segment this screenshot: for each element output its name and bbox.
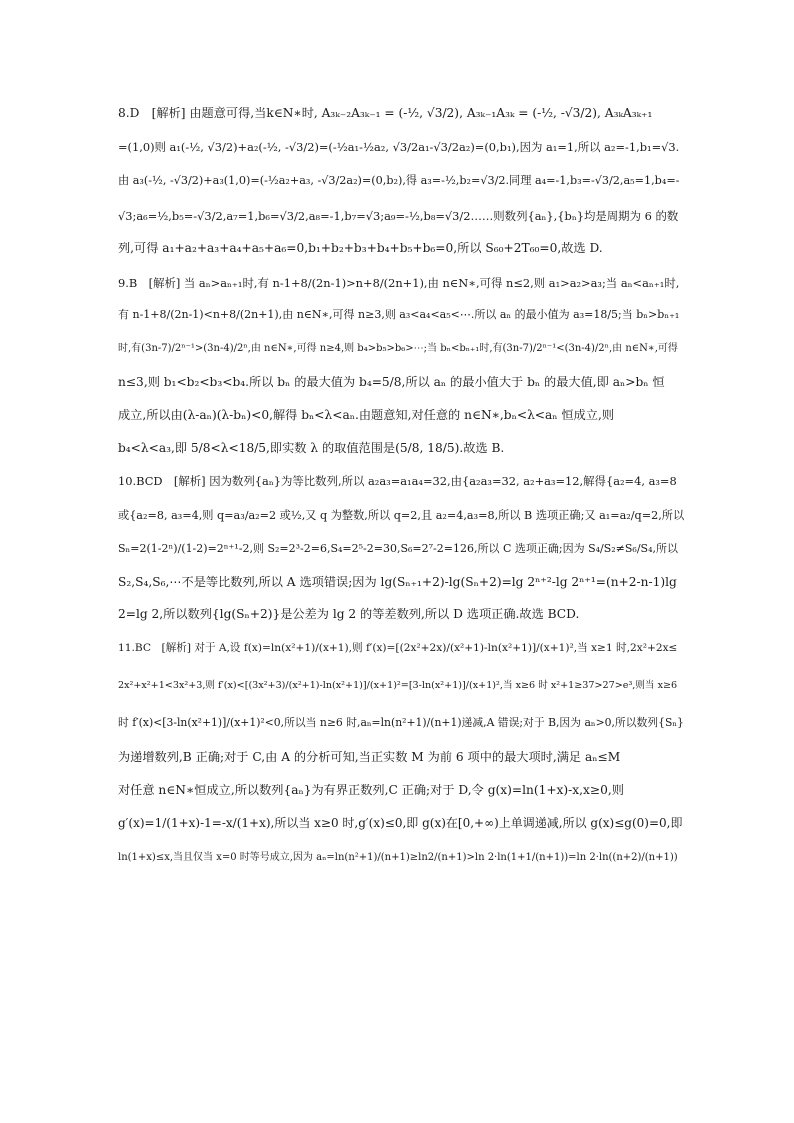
text-line: 对任意 n∈N∗恒成立,所以数列{aₙ}为有界正数列,C 正确;对于 D,令 g(x)=ln(1+x)-x,x≥0,则 xyxy=(118,783,624,797)
text-line: 9.B [解析] 当 aₙ>aₙ₊₁时,有 n-1+8/(2n-1)>n+8/(2n+1),由 n∈N∗,可得 n≤2,则 a₁>a₂>a₃;当 aₙ<aₙ₊₁时, xyxy=(118,276,680,290)
text-line: 2=lg 2,所以数列{lg(Sₙ+2)}是公差为 lg 2 的等差数列,所以 D 选项正确.故选 BCD. xyxy=(118,607,580,621)
text-line: 成立,所以由(λ-aₙ)(λ-bₙ)<0,解得 bₙ<λ<aₙ.由题意知,对任意的 n∈N∗,bₙ<λ<aₙ 恒成立,则 xyxy=(118,408,615,422)
text-line: b₄<λ<a₃,即 5/8<λ<18/5,即实数 λ 的取值范围是(5/8, 18/5).故选 B. xyxy=(118,441,505,455)
text-line: g′(x)=1/(1+x)-1=-x/(1+x),所以当 x≥0 时,g′(x)≤0,即 g(x)在[0,+∞)上单调递减,所以 g(x)≤g(0)=0,即 xyxy=(118,816,683,830)
text-line: n≤3,则 b₁<b₂<b₃<b₄.所以 bₙ 的最大值为 b₄=5/8,所以 aₙ 的最小值大于 bₙ 的最大值,即 aₙ>bₙ 恒 xyxy=(118,375,665,389)
text-line: 或{a₂=8, a₃=4,则 q=a₃/a₂=2 或½,又 q 为整数,所以 q=2,且 a₂=4,a₃=8,所以 B 选项正确;又 a₁=a₂/q=2,所以 xyxy=(118,509,684,522)
text-line: 有 n-1+8/(2n-1)<n+8/(2n+1),由 n∈N∗,可得 n≥3,则 a₃<a₄<a₅<⋯.所以 aₙ 的最小值为 a₃=18/5;当 bₙ>bₙ₊₁ xyxy=(118,308,680,321)
text-line: =(1,0)则 a₁(-½, √3/2)+a₂(-½, -√3/2)=(-½a₁-½a₂, √3/2a₁-√3/2a₂)=(0,b₁),因为 a₁=1,所以 a₂=-1,b₁=√3. xyxy=(118,140,680,154)
text-line: 时 f′(x)<[3-ln(x²+1)]/(x+1)²<0,所以当 n≥6 时,aₙ=ln(n²+1)/(n+1)递减,A 错误;对于 B,因为 aₙ>0,所以数列{Sₙ} xyxy=(118,716,684,729)
text-line: 时,有(3n-7)/2ⁿ⁻¹>(3n-4)/2ⁿ,由 n∈N∗,可得 n≥4,则 b₄>b₅>b₆>⋯;当 bₙ<bₙ₊₁时,有(3n-7)/2ⁿ⁻¹<(3n-4)/2ⁿ,由 n∈N∗,可得 xyxy=(118,343,678,354)
text-line: √3;a₆=½,b₅=-√3/2,a₇=1,b₆=√3/2,a₈=-1,b₇=√3;a₉=-½,b₈=√3/2……则数列{aₙ},{bₙ}均是周期为 6 的数 xyxy=(118,209,679,223)
text-line: Sₙ=2(1-2ⁿ)/(1-2)=2ⁿ⁺¹-2,则 S₂=2³-2=6,S₄=2⁵-2=30,S₆=2⁷-2=126,所以 C 选项正确;因为 S₄/S₂≠S₆/S₄,所以 xyxy=(118,542,678,555)
text-line: 11.BC [解析] 对于 A,设 f(x)=ln(x²+1)/(x+1),则 f′(x)=[(2x²+2x)/(x²+1)-ln(x²+1)]/(x+1)²,当 x≥1 时,2x²+2x≤ xyxy=(118,642,678,654)
text-line: S₂,S₄,S₆,⋯不是等比数列,所以 A 选项错误;因为 lg(Sₙ₊₁+2)-lg(Sₙ+2)=lg 2ⁿ⁺²-lg 2ⁿ⁺¹=(n+2-n-1)lg xyxy=(118,575,677,589)
text-line: 由 a₃(-½, -√3/2)+a₃(1,0)=(-½a₂+a₃, -√3/2a₂)=(0,b₂),得 a₃=-½,b₂=√3/2.同理 a₄=-1,b₃=-√3/2,a₅=1,b₄=- xyxy=(118,174,680,187)
text-line: 2x²+x²+1<3x²+3,则 f′(x)<[(3x²+3)/(x²+1)-ln(x²+1)]/(x+1)²=[3-ln(x²+1)]/(x+1)²,当 x≥6 时 x²+1≥37>27>e³,则当 x≥6 xyxy=(118,680,678,691)
text-line: ln(1+x)≤x,当且仅当 x=0 时等号成立,因为 aₙ=ln(n²+1)/(n+1)≥ln2/(n+1)>ln 2·ln(1+1/(n+1))=ln 2·ln((n+2)/(n+1)) xyxy=(118,852,678,863)
text-line: 8.D [解析] 由题意可得,当k∈N∗时, A₃ₖ₋₂A₃ₖ₋₁ = (-½, √3/2), A₃ₖ₋₁A₃ₖ = (-½, -√3/2), A₃ₖA₃ₖ₊₁ xyxy=(118,106,653,120)
text-line: 为递增数列,B 正确;对于 C,由 A 的分析可知,当正实数 M 为前 6 项中的最大项时,满足 aₙ≤M xyxy=(118,750,621,764)
text-line: 列,可得 a₁+a₂+a₃+a₄+a₅+a₆=0,b₁+b₂+b₃+b₄+b₅+b₆=0,所以 S₆₀+2T₆₀=0,故选 D. xyxy=(118,241,603,255)
text-line: 10.BCD [解析] 因为数列{aₙ}为等比数列,所以 a₂a₃=a₁a₄=32,由{a₂a₃=32, a₂+a₃=12,解得{a₂=4, a₃=8 xyxy=(118,474,677,488)
